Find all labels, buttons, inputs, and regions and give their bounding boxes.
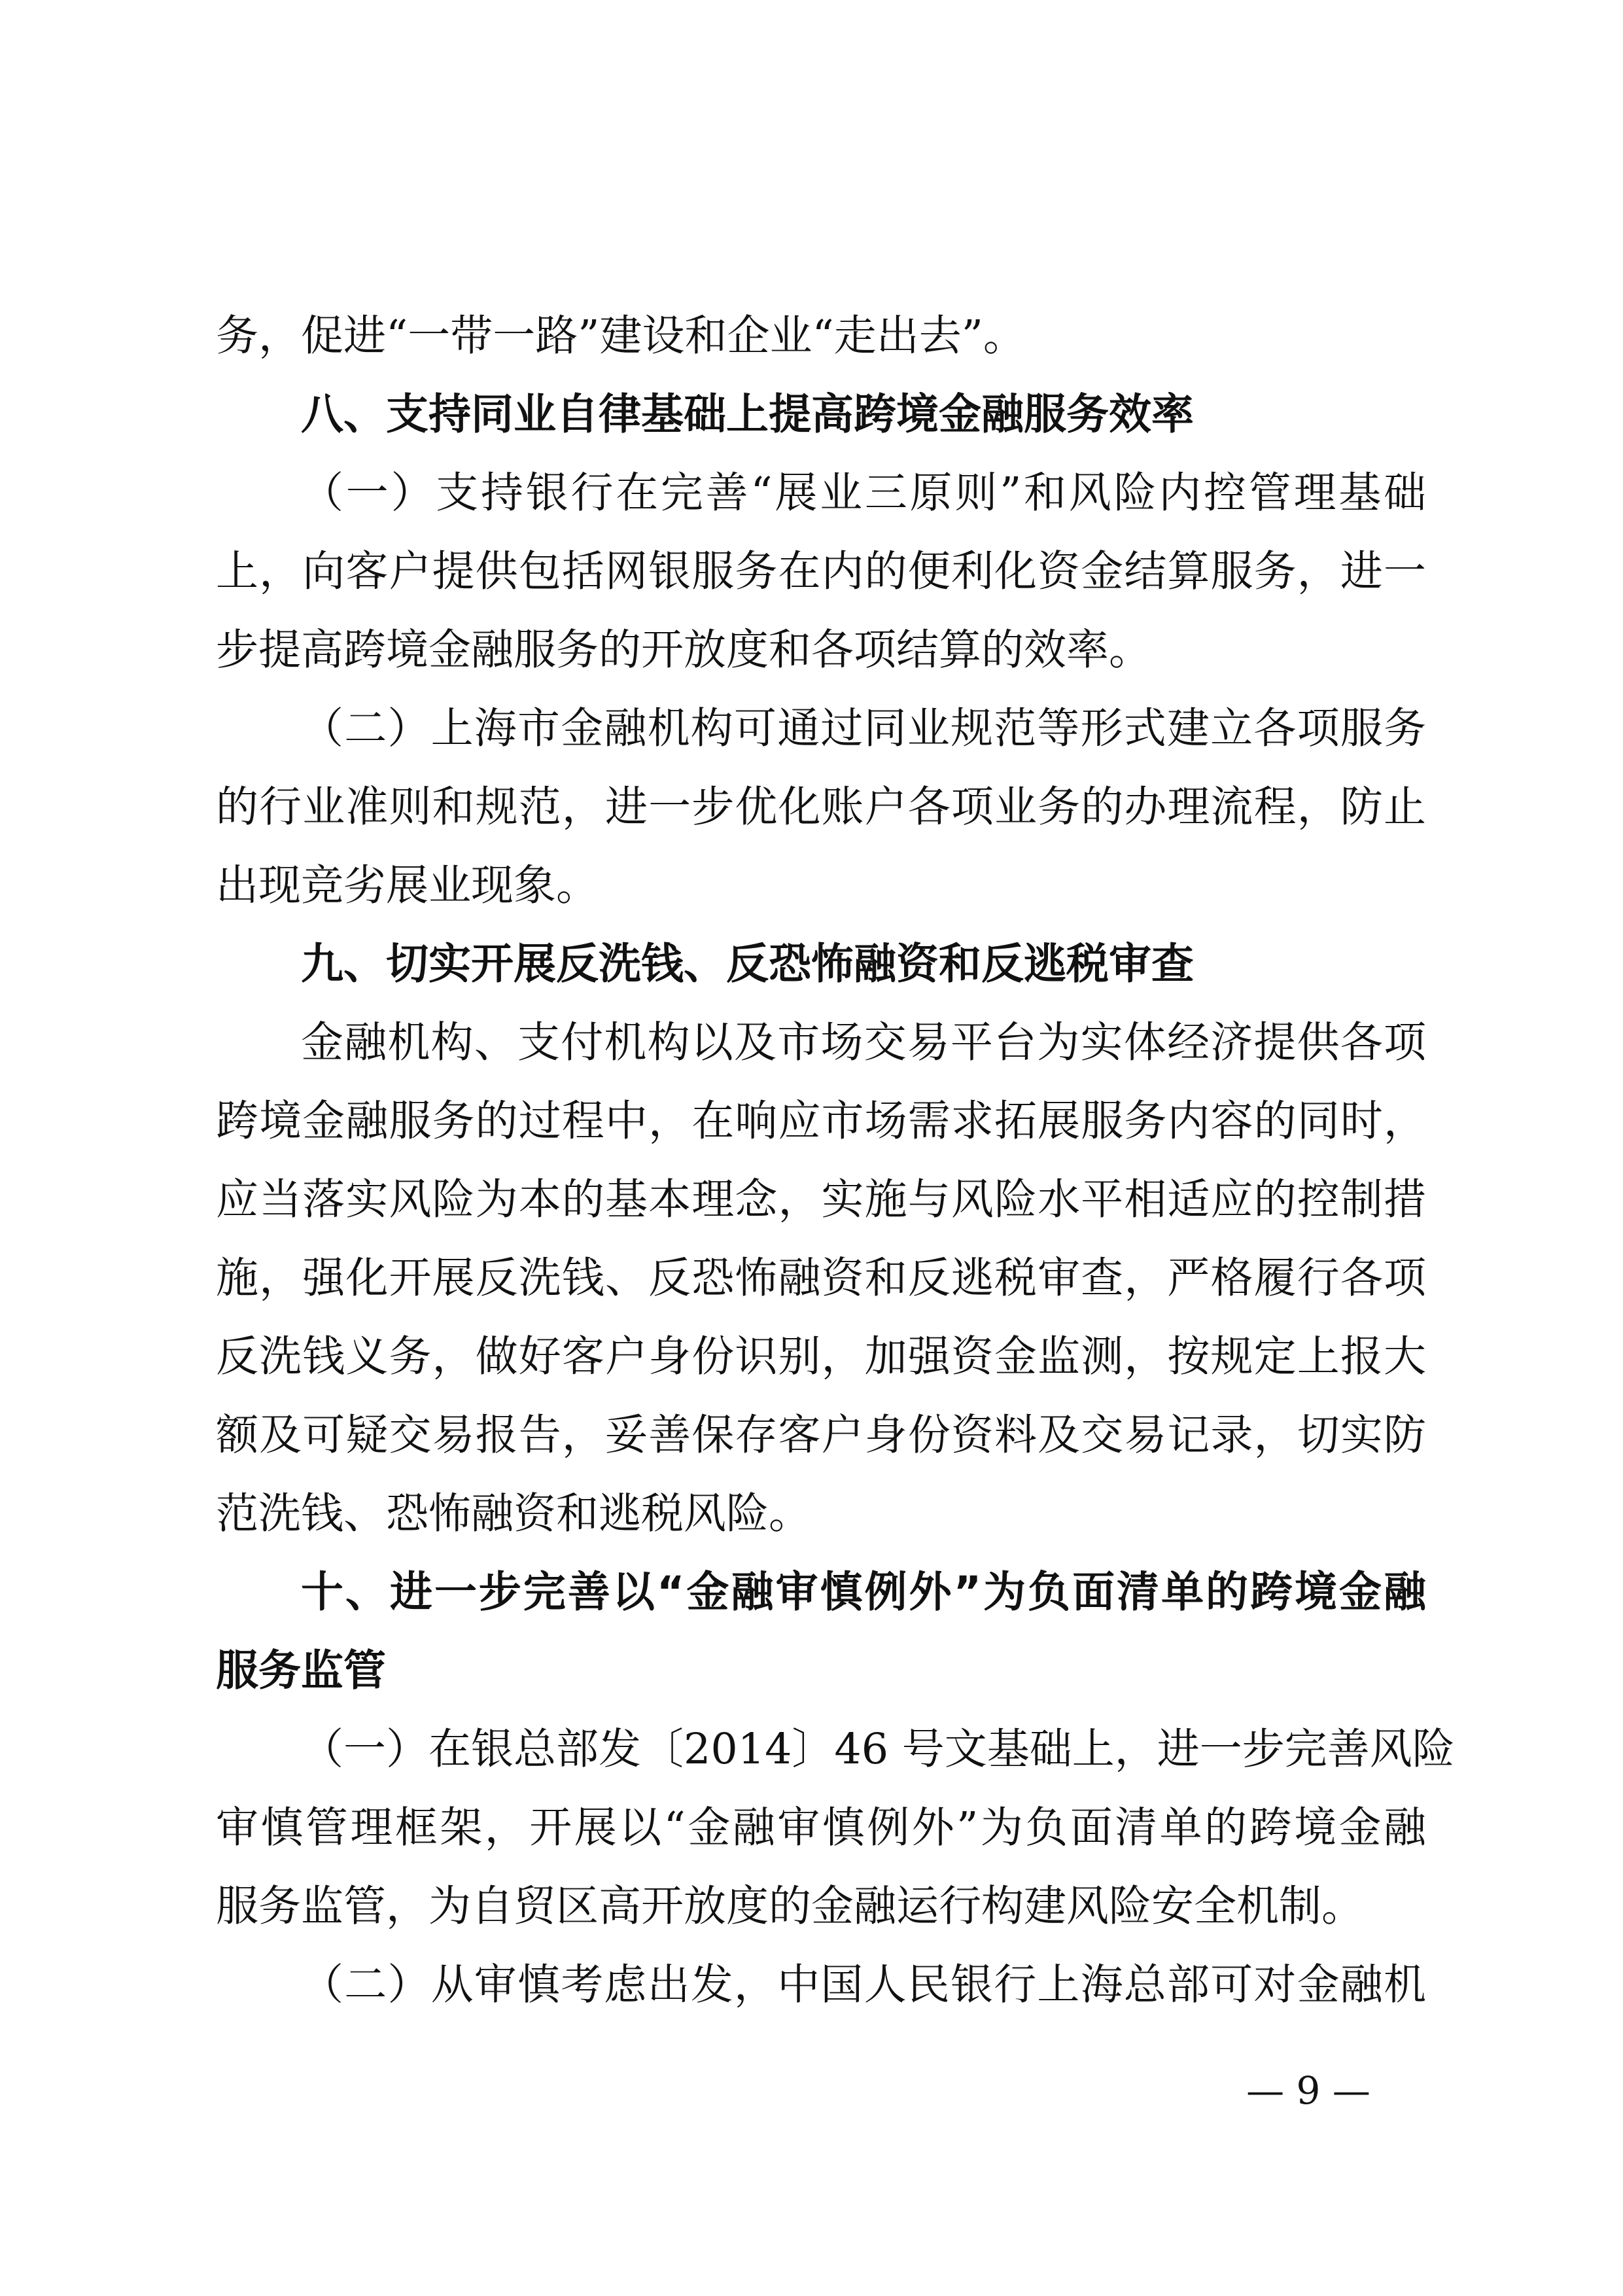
paragraph-line: 跨境金融服务的过程中，在响应市场需求拓展服务内容的同时， [216,1097,1426,1146]
paragraph-line: 务，促进“一带一路”建设和企业“走出去”。 [216,311,1026,361]
paragraph-line: 金融机构、支付机构以及市场交易平台为实体经济提供各项 [301,1018,1426,1067]
paragraph-line: 的行业准则和规范，进一步优化账户各项业务的办理流程，防止 [216,783,1426,832]
section-heading-10: 十、进一步完善以“金融审慎例外”为负面清单的跨境金融 [301,1568,1426,1617]
paragraph-line: 应当落实风险为本的基本理念，实施与风险水平相适应的控制措 [216,1175,1426,1224]
paragraph-line: 服务监管，为自贸区高开放度的金融运行构建风险安全机制。 [216,1882,1365,1931]
section-heading-8: 八、支持同业自律基础上提高跨境金融服务效率 [301,390,1195,439]
paragraph-line: 步提高跨境金融服务的开放度和各项结算的效率。 [216,626,1152,675]
paragraph-line: 审慎管理框架，开展以“金融审慎例外”为负面清单的跨境金融 [216,1803,1426,1852]
paragraph-line: （一）支持银行在完善“展业三原则”和风险内控管理基础 [301,468,1426,518]
section-heading-10-continued: 服务监管 [216,1646,387,1695]
paragraph-line: 额及可疑交易报告，妥善保存客户身份资料及交易记录，切实防 [216,1411,1426,1460]
paragraph-line: 上，向客户提供包括网银服务在内的便利化资金结算服务，进一 [216,547,1426,596]
paragraph-line: 范洗钱、恐怖融资和逃税风险。 [216,1489,812,1538]
paragraph-line: （二）从审慎考虑出发，中国人民银行上海总部可对金融机 [301,1960,1426,2009]
paragraph-line: （一）在银总部发〔2014〕46 号文基础上，进一步完善风险 [301,1725,1455,1774]
paragraph-line: 反洗钱义务，做好客户身份识别，加强资金监测，按规定上报大 [216,1332,1426,1381]
paragraph-line: （二）上海市金融机构可通过同业规范等形式建立各项服务 [301,704,1426,753]
page-number: — 9 — [1246,2068,1370,2113]
section-heading-9: 九、切实开展反洗钱、反恐怖融资和反逃税审查 [301,940,1195,989]
paragraph-line: 施，强化开展反洗钱、反恐怖融资和反逃税审查，严格履行各项 [216,1254,1426,1303]
paragraph-line: 出现竞劣展业现象。 [216,861,599,910]
